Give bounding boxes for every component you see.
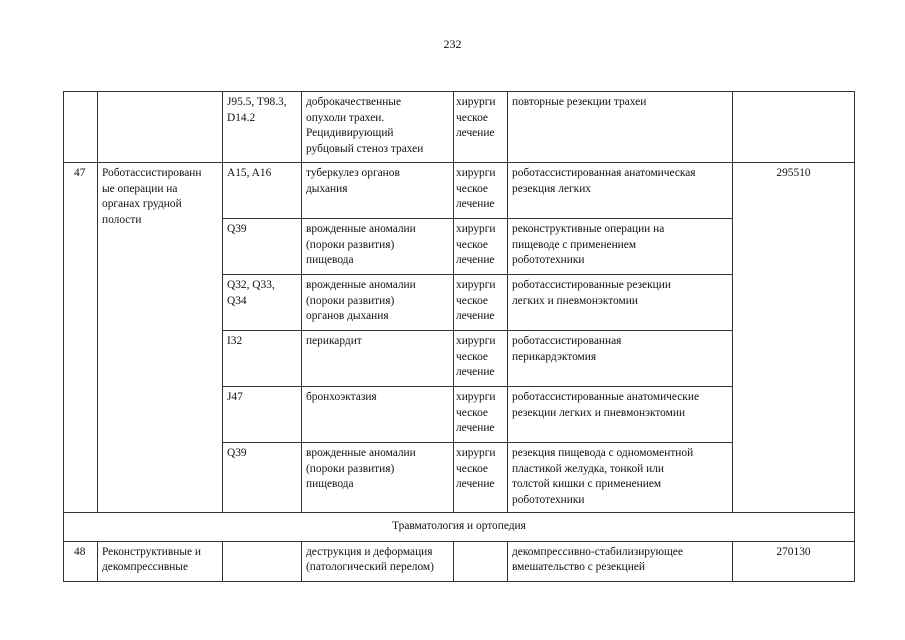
icd-codes-cell: I32 — [223, 331, 302, 387]
price-cell — [733, 92, 855, 163]
disease-cell: врожденные аномалии (пороки развития) пищевода — [302, 443, 454, 513]
care-type-cell: Реконструктивные и декомпрессивные — [98, 541, 223, 581]
method-cell: декомпрессивно-стабилизирующее вмешательство с резекцией — [508, 541, 733, 581]
section-heading: Травматология и ортопедия — [64, 513, 855, 542]
treatment-type-cell: хирурги ческое лечение — [454, 331, 508, 387]
medical-care-table — [63, 91, 855, 582]
care-type-cell: Роботассистированн ые операции на органах грудной полости — [98, 163, 223, 513]
treatment-type-cell: хирурги ческое лечение — [454, 387, 508, 443]
table-row — [64, 92, 855, 163]
page-number: 232 — [443, 37, 462, 51]
method-cell: реконструктивные операции на пищеводе с применением робототехники — [508, 219, 733, 275]
disease-cell: туберкулез органов дыхания — [302, 163, 454, 219]
icd-codes-cell — [223, 541, 302, 581]
icd-codes-cell: A15, A16 — [223, 163, 302, 219]
price-cell: 295510 — [733, 163, 855, 513]
disease-cell: врожденные аномалии (пороки развития) органов дыхания — [302, 275, 454, 331]
row-number-cell: 47 — [64, 163, 98, 513]
icd-codes-cell: Q32, Q33, Q34 — [223, 275, 302, 331]
treatment-type-cell: хирурги ческое лечение — [454, 92, 508, 163]
disease-cell: перикардит — [302, 331, 454, 387]
row-number-cell — [64, 92, 98, 163]
icd-codes-cell: J95.5, T98.3, D14.2 — [223, 92, 302, 163]
disease-cell: деструкция и деформация (патологический перелом) — [302, 541, 454, 581]
treatment-type-cell: хирурги ческое лечение — [454, 443, 508, 513]
method-cell: роботассистированная анатомическая резекция легких — [508, 163, 733, 219]
icd-codes-cell: J47 — [223, 387, 302, 443]
method-cell: роботассистированная перикардэктомия — [508, 331, 733, 387]
method-cell: резекция пищевода с одномоментной пластикой желудка, тонкой или толстой кишки с применением робототехники — [508, 443, 733, 513]
row-number-cell: 48 — [64, 541, 98, 581]
disease-cell: бронхоэктазия — [302, 387, 454, 443]
price-cell: 270130 — [733, 541, 855, 581]
table-row — [64, 163, 855, 219]
icd-codes-cell: Q39 — [223, 219, 302, 275]
disease-cell: доброкачественные опухоли трахеи. Рецидивирующий рубцовый стеноз трахеи — [302, 92, 454, 163]
method-cell: повторные резекции трахеи — [508, 92, 733, 163]
treatment-type-cell: хирурги ческое лечение — [454, 163, 508, 219]
icd-codes-cell: Q39 — [223, 443, 302, 513]
method-cell: роботассистированные резекции легких и пневмонэктомии — [508, 275, 733, 331]
care-type-cell — [98, 92, 223, 163]
treatment-type-cell — [454, 541, 508, 581]
treatment-type-cell: хирурги ческое лечение — [454, 219, 508, 275]
method-cell: роботассистированные анатомические резекции легких и пневмонэктомии — [508, 387, 733, 443]
disease-cell: врожденные аномалии (пороки развития) пищевода — [302, 219, 454, 275]
section-row — [64, 513, 855, 542]
treatment-type-cell: хирурги ческое лечение — [454, 275, 508, 331]
table-row — [64, 541, 855, 581]
